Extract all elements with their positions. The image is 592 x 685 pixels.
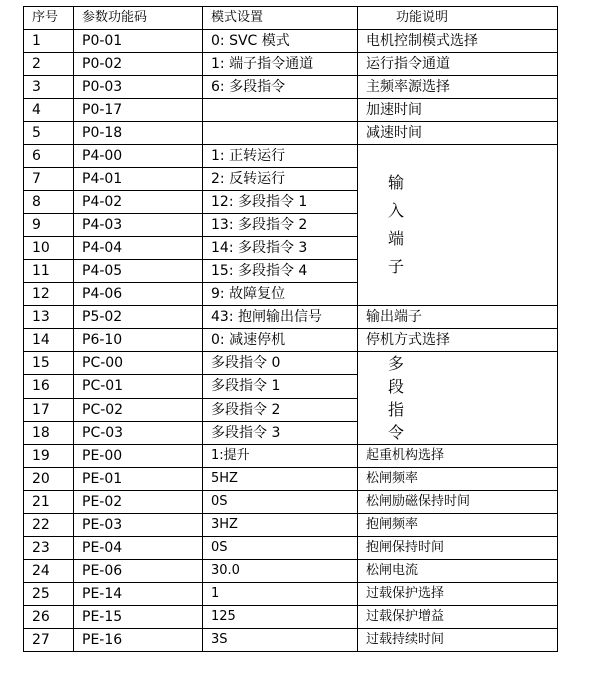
cell-no: 27 xyxy=(24,629,74,652)
header-row xyxy=(24,7,558,30)
input-terminal-cell xyxy=(358,145,558,306)
cell-desc: 加速时间 xyxy=(358,99,558,122)
table-row xyxy=(24,306,558,329)
cell-no: 13 xyxy=(24,306,74,329)
table-row xyxy=(24,445,558,468)
table-row xyxy=(24,99,558,122)
table-row xyxy=(24,560,558,583)
cell-mode: 9: 故障复位 xyxy=(203,283,358,306)
table-row xyxy=(24,122,558,145)
cell-mode: 0: SVC 模式 xyxy=(203,30,358,53)
cell-no: 19 xyxy=(24,445,74,468)
cell-no: 9 xyxy=(24,214,74,237)
cell-desc: 停机方式选择 xyxy=(358,329,558,352)
cell-no: 3 xyxy=(24,76,74,99)
cell-code: P6-10 xyxy=(74,329,203,352)
cell-code: P5-02 xyxy=(74,306,203,329)
cell-mode: 0S xyxy=(203,537,358,560)
parameter-table-container xyxy=(23,6,558,652)
cell-no: 8 xyxy=(24,191,74,214)
cell-mode: 125 xyxy=(203,606,358,629)
cell-no: 7 xyxy=(24,168,74,191)
cell-no: 11 xyxy=(24,260,74,283)
multi-step-label: 多 段 指 令 xyxy=(388,354,405,442)
cell-code: PC-01 xyxy=(74,375,203,398)
table-row xyxy=(24,468,558,491)
cell-mode: 多段指令 2 xyxy=(203,398,358,421)
cell-desc: 运行指令通道 xyxy=(358,53,558,76)
table-row xyxy=(24,537,558,560)
header-code: 参数功能码 xyxy=(74,7,203,30)
cell-no: 1 xyxy=(24,30,74,53)
table-row xyxy=(24,352,558,375)
cell-desc: 过载持续时间 xyxy=(358,629,558,652)
cell-no: 21 xyxy=(24,491,74,514)
cell-code: P4-00 xyxy=(74,145,203,168)
cell-desc: 电机控制模式选择 xyxy=(358,30,558,53)
cell-mode: 30.0 xyxy=(203,560,358,583)
cell-mode: 多段指令 3 xyxy=(203,421,358,444)
cell-mode: 13: 多段指令 2 xyxy=(203,214,358,237)
cell-no: 25 xyxy=(24,583,74,606)
cell-mode: 0S xyxy=(203,491,358,514)
cell-code: P4-06 xyxy=(74,283,203,306)
cell-mode: 6: 多段指令 xyxy=(203,76,358,99)
cell-mode: 1 xyxy=(203,583,358,606)
cell-mode: 3S xyxy=(203,629,358,652)
cell-mode: 1: 正转运行 xyxy=(203,145,358,168)
table-row xyxy=(24,491,558,514)
cell-desc: 输出端子 xyxy=(358,306,558,329)
cell-mode: 多段指令 0 xyxy=(203,352,358,375)
cell-code: PE-06 xyxy=(74,560,203,583)
cell-no: 12 xyxy=(24,283,74,306)
input-terminal-label: 输 入 端 子 xyxy=(388,173,405,276)
cell-code: P0-03 xyxy=(74,76,203,99)
cell-no: 26 xyxy=(24,606,74,629)
cell-mode xyxy=(203,122,358,145)
cell-code: PC-00 xyxy=(74,352,203,375)
cell-code: P4-04 xyxy=(74,237,203,260)
cell-desc: 过载保护增益 xyxy=(358,606,558,629)
cell-desc: 松闸励磁保持时间 xyxy=(358,491,558,514)
table-row xyxy=(24,514,558,537)
table-row xyxy=(24,76,558,99)
cell-no: 5 xyxy=(24,122,74,145)
cell-code: PE-14 xyxy=(74,583,203,606)
cell-desc: 抱闸保持时间 xyxy=(358,537,558,560)
cell-no: 15 xyxy=(24,352,74,375)
table-row xyxy=(24,583,558,606)
cell-no: 6 xyxy=(24,145,74,168)
cell-mode: 43: 抱闸输出信号 xyxy=(203,306,358,329)
cell-code: P4-03 xyxy=(74,214,203,237)
cell-code: PE-04 xyxy=(74,537,203,560)
cell-desc: 主频率源选择 xyxy=(358,76,558,99)
cell-code: PE-16 xyxy=(74,629,203,652)
cell-code: P0-17 xyxy=(74,99,203,122)
cell-code: PC-03 xyxy=(74,421,203,444)
cell-no: 4 xyxy=(24,99,74,122)
cell-code: P0-01 xyxy=(74,30,203,53)
table-row xyxy=(24,606,558,629)
table-row xyxy=(24,53,558,76)
cell-mode: 3HZ xyxy=(203,514,358,537)
cell-mode: 15: 多段指令 4 xyxy=(203,260,358,283)
cell-desc: 松闸电流 xyxy=(358,560,558,583)
cell-mode: 0: 减速停机 xyxy=(203,329,358,352)
table-row xyxy=(24,145,558,168)
cell-no: 16 xyxy=(24,375,74,398)
cell-desc: 起重机构选择 xyxy=(358,445,558,468)
cell-code: PE-03 xyxy=(74,514,203,537)
cell-no: 18 xyxy=(24,421,74,444)
header-mode: 模式设置 xyxy=(203,7,358,30)
cell-no: 14 xyxy=(24,329,74,352)
cell-mode xyxy=(203,99,358,122)
cell-code: PE-00 xyxy=(74,445,203,468)
cell-code: PC-02 xyxy=(74,398,203,421)
cell-desc: 松闸频率 xyxy=(358,468,558,491)
table-row xyxy=(24,329,558,352)
multi-step-cell xyxy=(358,352,558,445)
cell-code: PE-01 xyxy=(74,468,203,491)
cell-mode: 多段指令 1 xyxy=(203,375,358,398)
cell-mode: 14: 多段指令 3 xyxy=(203,237,358,260)
cell-mode: 1:提升 xyxy=(203,445,358,468)
header-desc: 功能说明 xyxy=(358,7,558,30)
cell-code: P0-02 xyxy=(74,53,203,76)
cell-mode: 5HZ xyxy=(203,468,358,491)
cell-code: P0-18 xyxy=(74,122,203,145)
cell-no: 23 xyxy=(24,537,74,560)
cell-mode: 12: 多段指令 1 xyxy=(203,191,358,214)
cell-mode: 2: 反转运行 xyxy=(203,168,358,191)
cell-code: P4-02 xyxy=(74,191,203,214)
table-row xyxy=(24,30,558,53)
cell-no: 24 xyxy=(24,560,74,583)
cell-no: 2 xyxy=(24,53,74,76)
cell-code: PE-15 xyxy=(74,606,203,629)
cell-mode: 1: 端子指令通道 xyxy=(203,53,358,76)
cell-code: P4-05 xyxy=(74,260,203,283)
cell-no: 20 xyxy=(24,468,74,491)
cell-no: 10 xyxy=(24,237,74,260)
header-no: 序号 xyxy=(24,7,74,30)
cell-code: P4-01 xyxy=(74,168,203,191)
parameter-table xyxy=(23,6,558,652)
cell-no: 22 xyxy=(24,514,74,537)
cell-no: 17 xyxy=(24,398,74,421)
cell-desc: 过载保护选择 xyxy=(358,583,558,606)
cell-desc: 抱闸频率 xyxy=(358,514,558,537)
table-row xyxy=(24,629,558,652)
cell-code: PE-02 xyxy=(74,491,203,514)
cell-desc: 减速时间 xyxy=(358,122,558,145)
